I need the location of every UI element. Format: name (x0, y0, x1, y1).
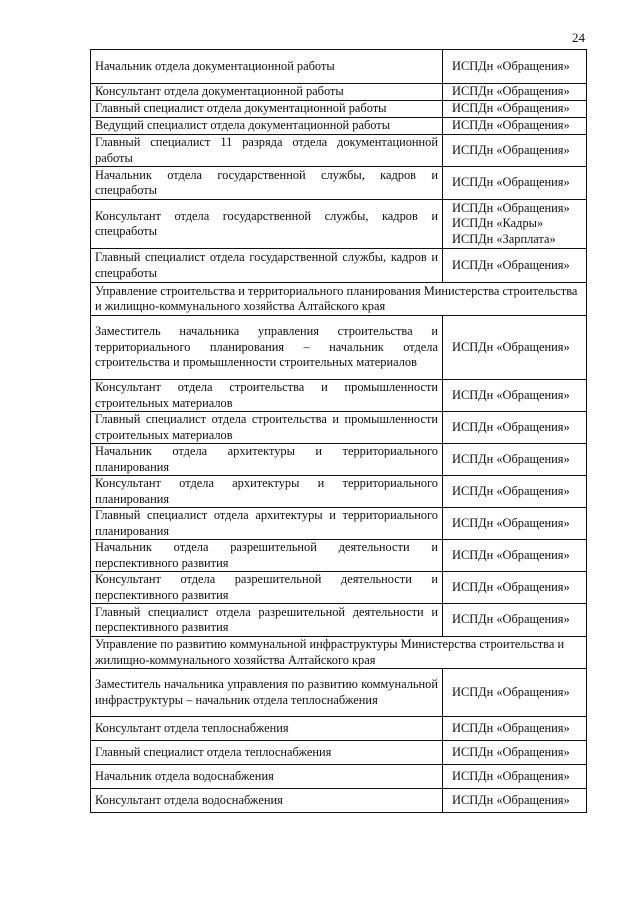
table-row (91, 508, 587, 540)
table-row (91, 476, 587, 508)
table-row (91, 316, 587, 380)
table-body (91, 50, 587, 813)
page-number: 24 (572, 30, 585, 45)
table-row (91, 572, 587, 604)
position-cell: Главный специалист 11 разряда отдела документационной работы (91, 135, 443, 167)
information-system-cell: ИСПДн «Обращения» (443, 572, 587, 604)
position-cell: Консультант отдела документационной работы (91, 84, 443, 101)
position-cell: Начальник отдела государственной службы, кадров и спецработы (91, 167, 443, 200)
information-system-cell: ИСПДн «Обращения» (443, 118, 587, 135)
position-cell: Главный специалист отдела строительства и промышленности строительных материалов (91, 412, 443, 444)
position-cell: Начальник отдела архитектуры и территориального планирования (91, 444, 443, 476)
table-row (91, 135, 587, 167)
position-cell: Главный специалист отдела теплоснабжения (91, 741, 443, 765)
information-system-cell: ИСПДн «Обращения» (443, 717, 587, 741)
table-row (91, 604, 587, 637)
information-system-cell: ИСПДн «Обращения» (443, 789, 587, 813)
position-cell: Главный специалист отдела архитектуры и территориального планирования (91, 508, 443, 540)
position-cell: Главный специалист отдела разрешительной деятельности и перспективного развития (91, 604, 443, 637)
position-cell: Заместитель начальника управления по развитию коммунальной инфраструктуры – начальник отдела теплоснабжения (91, 669, 443, 717)
information-system-cell: ИСПДн «Обращения» (443, 167, 587, 200)
information-system-cell: ИСПДн «Обращения» (443, 316, 587, 380)
information-system-cell: ИСПДн «Обращения» (443, 412, 587, 444)
position-cell: Консультант отдела архитектуры и территориального планирования (91, 476, 443, 508)
information-system-cell: ИСПДн «Обращения» (443, 669, 587, 717)
information-system-cell: ИСПДн «Обращения» (443, 380, 587, 412)
position-cell: Консультант отдела строительства и промышленности строительных материалов (91, 380, 443, 412)
information-system-cell: ИСПДн «Обращения» (443, 765, 587, 789)
information-system-cell: ИСПДн «Обращения» (443, 540, 587, 572)
information-system-cell: ИСПДн «Обращения» (443, 50, 587, 84)
position-cell: Консультант отдела государственной службы, кадров и спецработы (91, 200, 443, 249)
table-row (91, 118, 587, 135)
table-row (91, 444, 587, 476)
table-row (91, 249, 587, 283)
table-row (91, 789, 587, 813)
information-system-cell: ИСПДн «Обращения» (443, 508, 587, 540)
table-row (91, 717, 587, 741)
table-row (91, 380, 587, 412)
section-title: Управление строительства и территориального планирования Министерства строительства и жилищно-коммунального хозяйства Алтайского края (91, 283, 587, 316)
table-row (91, 412, 587, 444)
section-header-row (91, 637, 587, 669)
information-system-cell: ИСПДн «Обращения» (443, 444, 587, 476)
table-row (91, 167, 587, 200)
position-cell: Главный специалист отдела государственной службы, кадров и спецработы (91, 249, 443, 283)
table-row (91, 50, 587, 84)
table-row (91, 669, 587, 717)
position-cell: Консультант отдела теплоснабжения (91, 717, 443, 741)
table-row (91, 84, 587, 101)
personnel-systems-table (90, 49, 587, 813)
table-row (91, 200, 587, 249)
table-row (91, 765, 587, 789)
position-cell: Начальник отдела водоснабжения (91, 765, 443, 789)
information-system-cell: ИСПДн «Обращения» (443, 604, 587, 637)
information-system-cell: ИСПДн «Обращения» (443, 476, 587, 508)
position-cell: Заместитель начальника управления строительства и территориального планирования – начальник отдела строительства и промышленности строительных материалов (91, 316, 443, 380)
table-row (91, 540, 587, 572)
information-system-cell: ИСПДн «Обращения» (443, 84, 587, 101)
position-cell: Ведущий специалист отдела документационной работы (91, 118, 443, 135)
information-system-cell: ИСПДн «Обращения» (443, 101, 587, 118)
table-row (91, 741, 587, 765)
position-cell: Начальник отдела разрешительной деятельности и перспективного развития (91, 540, 443, 572)
table-row (91, 101, 587, 118)
position-cell: Консультант отдела водоснабжения (91, 789, 443, 813)
section-title: Управление по развитию коммунальной инфраструктуры Министерства строительства и жилищно-коммунального хозяйства Алтайского края (91, 637, 587, 669)
information-system-cell: ИСПДн «Обращения» (443, 249, 587, 283)
position-cell: Консультант отдела разрешительной деятельности и перспективного развития (91, 572, 443, 604)
section-header-row (91, 283, 587, 316)
position-cell: Главный специалист отдела документационной работы (91, 101, 443, 118)
position-cell: Начальник отдела документационной работы (91, 50, 443, 84)
information-system-cell: ИСПДн «Обращения» (443, 741, 587, 765)
information-system-cell: ИСПДн «Обращения» (443, 135, 587, 167)
information-system-cell: ИСПДн «Обращения» ИСПДн «Кадры» ИСПДн «Зарплата» (443, 200, 587, 249)
